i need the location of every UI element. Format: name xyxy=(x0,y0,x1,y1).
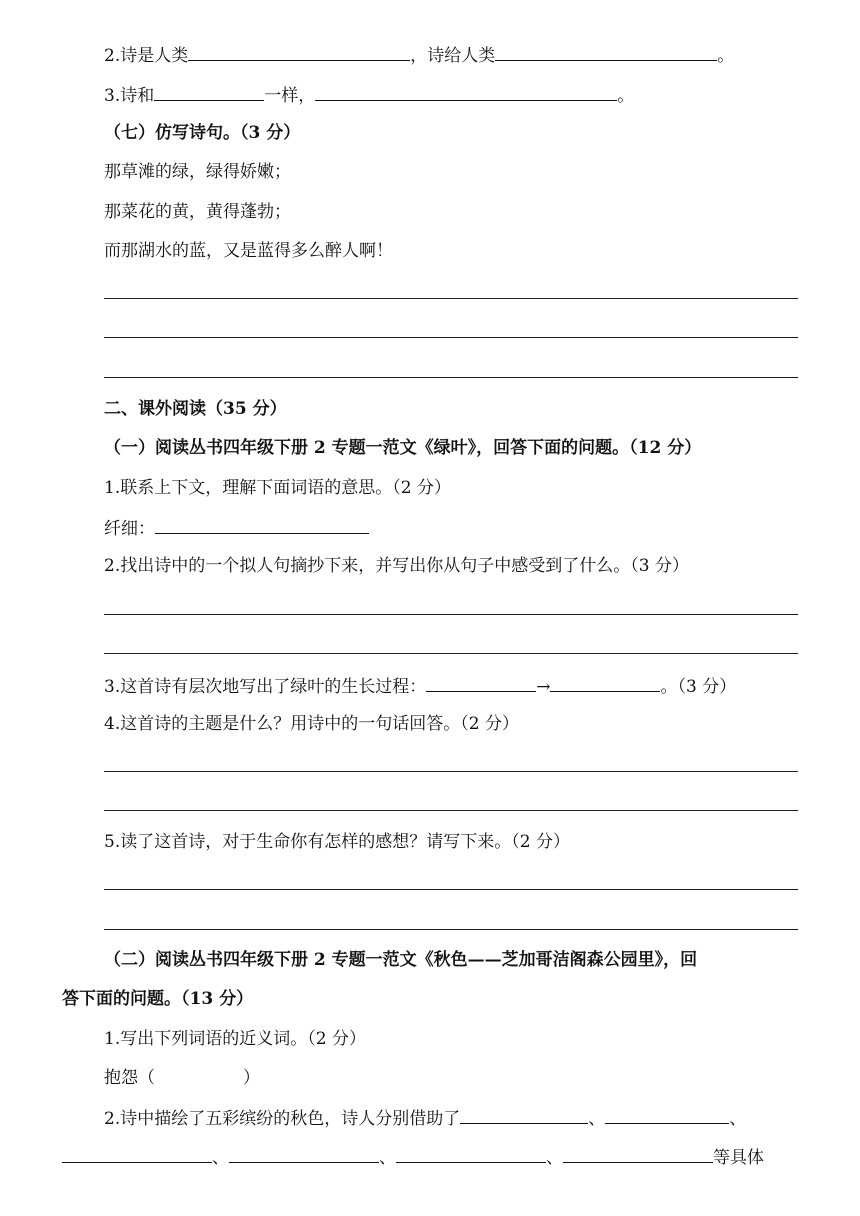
reading2-q2 xyxy=(104,1105,746,1131)
q2-sep: 、 xyxy=(546,1148,563,1168)
reading2-q1: 1.写出下列词语的近义词。（2 分） xyxy=(104,1029,366,1049)
answer-line[interactable] xyxy=(104,771,798,772)
q2-end: 。 xyxy=(717,46,735,66)
q2-blank-2[interactable] xyxy=(495,42,717,61)
word-label: 纤细： xyxy=(104,519,155,539)
section7-line-2: 那菜花的黄，黄得蓬勃； xyxy=(104,202,291,222)
word-blank[interactable] xyxy=(155,515,369,534)
reading2-title-line2: 答下面的问题。（13 分） xyxy=(62,989,254,1009)
q3-blank-2[interactable] xyxy=(315,82,617,101)
reading2-q1-word xyxy=(104,1066,260,1090)
answer-line[interactable] xyxy=(104,810,798,811)
answer-line[interactable] xyxy=(104,337,798,338)
q2-blank-5[interactable] xyxy=(396,1144,546,1163)
q3-blank-1[interactable] xyxy=(154,82,264,101)
answer-line[interactable] xyxy=(104,889,798,890)
reading2-q2-cont xyxy=(62,1144,764,1170)
answer-line[interactable] xyxy=(104,929,798,930)
reading1-q5: 5.读了这首诗，对于生命你有怎样的感想？请写下来。（2 分） xyxy=(104,832,570,852)
q2-blank-6[interactable] xyxy=(563,1144,713,1163)
poem-question-2 xyxy=(104,42,734,68)
q3-text-a: 3.诗和 xyxy=(104,86,155,106)
q2-blank-3[interactable] xyxy=(62,1144,212,1163)
reading1-q2: 2.找出诗中的一个拟人句摘抄下来，并写出你从句子中感受到了什么。（3 分） xyxy=(104,556,689,576)
reading1-title: （一）阅读丛书四年级下册 2 专题一范文《绿叶》，回答下面的问题。（12 分） xyxy=(104,438,702,458)
q3-blank-1[interactable] xyxy=(426,673,536,692)
q2-text-a: 2.诗是人类 xyxy=(104,46,189,66)
q2-sep: 、 xyxy=(588,1109,606,1129)
q2-tail: 等具体 xyxy=(713,1148,764,1168)
reading1-q4: 4.这首诗的主题是什么？用诗中的一句话回答。（2 分） xyxy=(104,714,519,734)
word-close: ） xyxy=(243,1068,260,1088)
answer-line[interactable] xyxy=(104,377,798,378)
section7-title: （七）仿写诗句。（3 分） xyxy=(104,123,301,143)
q2-sep: 、 xyxy=(729,1109,747,1129)
q2-text: 2.诗中描绘了五彩缤纷的秋色，诗人分别借助了 xyxy=(104,1109,461,1129)
q3-blank-2[interactable] xyxy=(550,673,660,692)
answer-line[interactable] xyxy=(104,298,798,299)
arrow-icon: → xyxy=(536,677,551,697)
q3-score: 。（3 分） xyxy=(660,677,737,697)
q2-sep: 、 xyxy=(379,1148,396,1168)
q2-sep: 、 xyxy=(212,1148,229,1168)
q3-label: 3.这首诗有层次地写出了绿叶的生长过程： xyxy=(104,677,427,697)
reading2-title-line1: （二）阅读丛书四年级下册 2 专题一范文《秋色——芝加哥洁阁森公园里》，回 xyxy=(104,950,698,970)
q3-text-b: 一样， xyxy=(264,86,316,106)
word-label: 抱怨（ xyxy=(104,1068,155,1088)
section7-line-3: 而那湖水的蓝，又是蓝得多么醉人啊！ xyxy=(104,241,393,261)
answer-line[interactable] xyxy=(104,614,798,615)
reading1-q1: 1.联系上下文，理解下面词语的意思。（2 分） xyxy=(104,478,451,498)
section7-line-1: 那草滩的绿，绿得娇嫩； xyxy=(104,162,291,182)
q2-blank-1[interactable] xyxy=(188,42,410,61)
q2-blank-2[interactable] xyxy=(605,1105,729,1124)
reading1-q1-word xyxy=(104,515,369,541)
q3-end: 。 xyxy=(617,86,635,106)
answer-line[interactable] xyxy=(104,653,798,654)
q2-blank-1[interactable] xyxy=(460,1105,588,1124)
part2-title: 二、课外阅读（35 分） xyxy=(104,399,287,419)
reading1-q3 xyxy=(104,673,736,699)
poem-question-3 xyxy=(104,82,634,108)
q2-blank-4[interactable] xyxy=(229,1144,379,1163)
q2-text-b: ，诗给人类 xyxy=(410,46,496,66)
